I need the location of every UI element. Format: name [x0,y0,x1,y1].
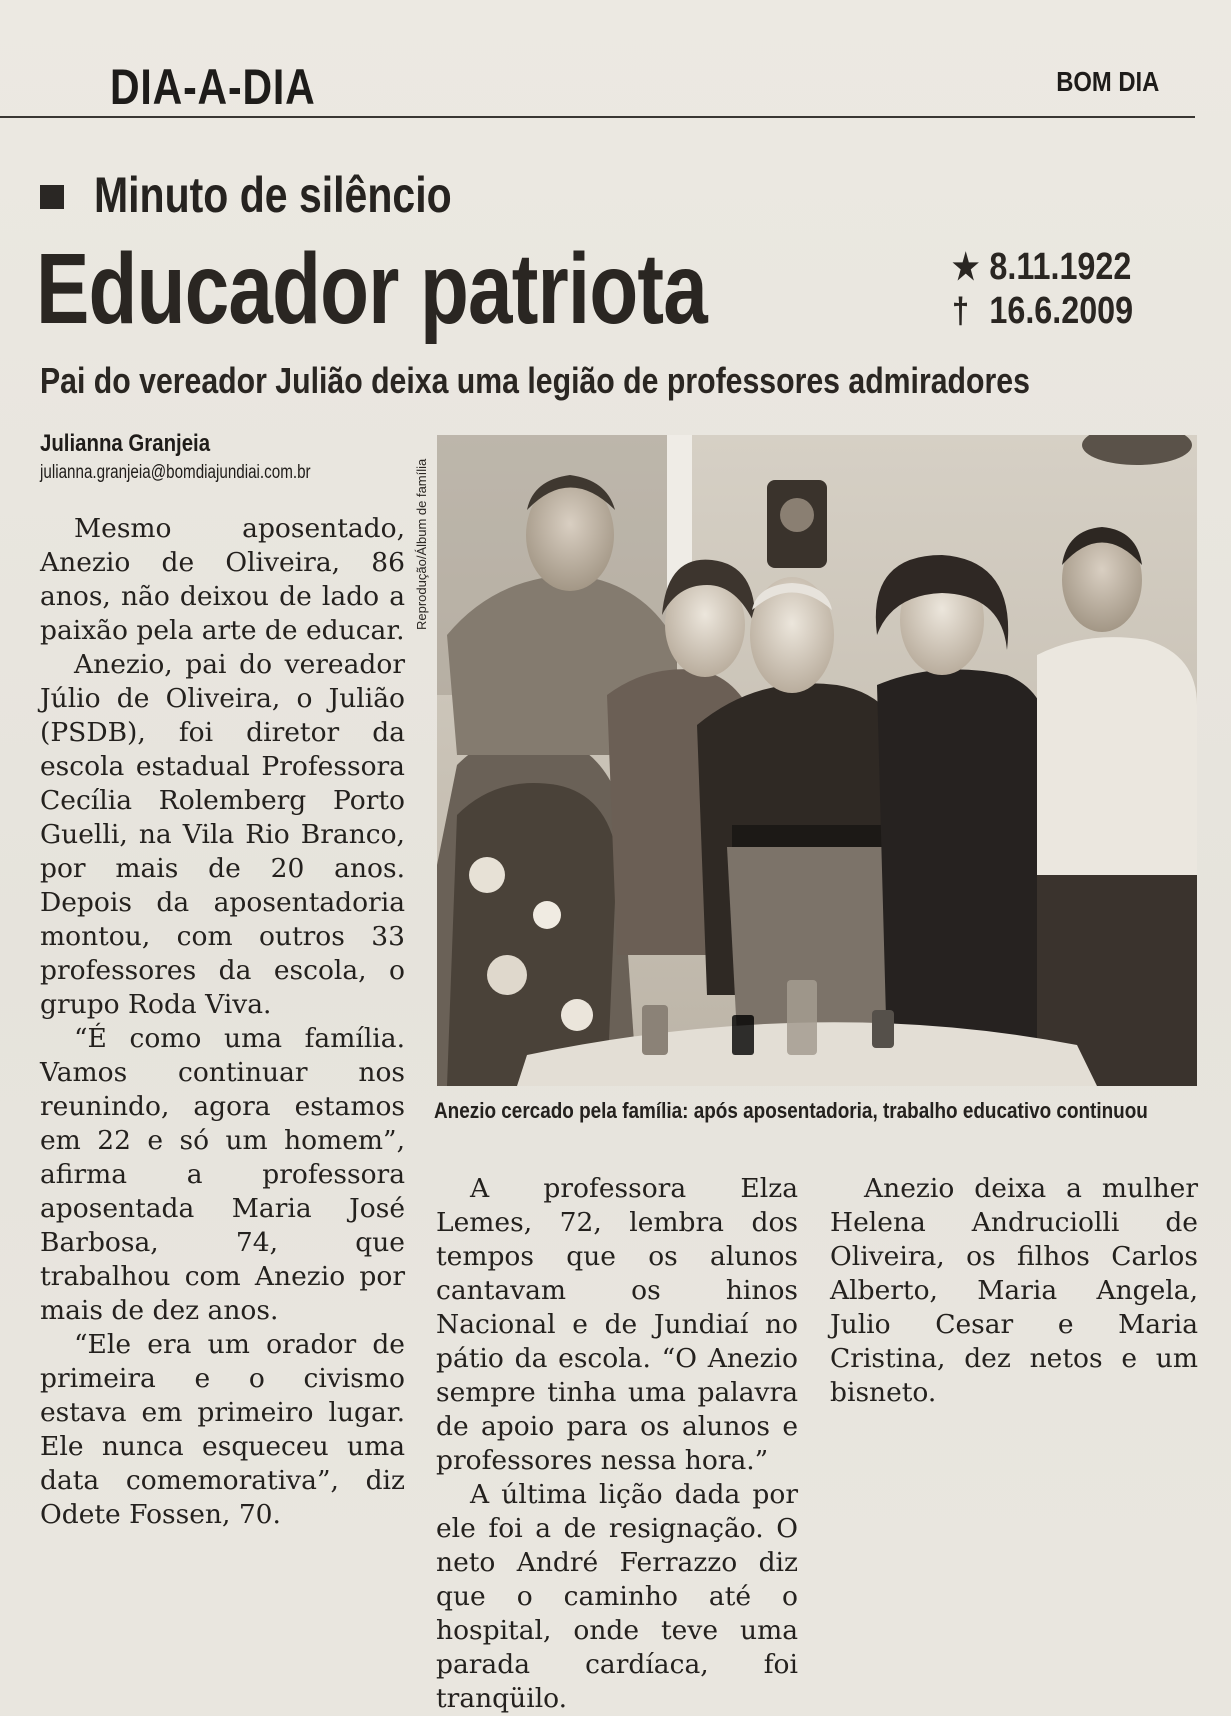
paragraph: Anezio deixa a mulher Helena Andruciolli de Oliveira, os filhos Carlos Alberto, Maria Angela, Julio Cesar e Maria Cristina, dez netos e um bisneto. [830,1173,1198,1408]
death-date: 16.6.2009 [989,289,1134,332]
paragraph: “É como uma família. Vamos continuar nos reunindo, agora estamos em 22 e só um homem”, afirma a professora aposentada Maria José Barbosa, 74, que trabalhou com Anezio por mais de dez anos. [40,1023,405,1326]
star-icon: ★ [952,246,980,287]
death-date-row [952,289,1133,333]
family-photo-image [437,435,1197,1086]
kicker-square-icon [40,185,64,209]
life-dates [952,245,1165,333]
paragraph: “Ele era um orador de primeira e o civismo estava em primeiro lugar. Ele nunca esqueceu uma data comemorativa”, diz Odete Fossen, 70. [40,1329,405,1530]
photo-caption: Anezio cercado pela família: após aposentadoria, trabalho educativo continuou [434,1098,1148,1123]
paragraph: Anezio, pai do vereador Júlio de Oliveira, o Julião (PSDB), foi diretor da escola estadual Professora Cecília Rolemberg Porto Guelli, na Vila Rio Branco, por mais de 20 anos. Depois da aposentadoria montou, com outros 33 professores da escola, o grupo Roda Viva. [40,649,405,1020]
birth-date: 8.11.1922 [989,245,1132,288]
newspaper-name: BOM DIA [1055,66,1159,97]
author-email: julianna.granjeia@bomdiajundiai.com.br [40,462,311,483]
birth-date-row [952,245,1133,289]
paragraph: Mesmo aposentado, Anezio de Oliveira, 86 anos, não deixou de lado a paixão pela arte de educar. [40,513,405,646]
cross-icon: † [952,290,970,331]
header-rule [0,116,1195,118]
kicker [40,166,530,224]
headline: Educador patriota [36,233,707,345]
text-column-3 [830,1172,1198,1410]
kicker-text: Minuto de silêncio [94,167,452,223]
section-label: DIA-A-DIA [110,59,316,115]
family-photo [437,435,1197,1086]
author-name: Julianna Granjeia [40,430,211,457]
photo-credit: Reprodução/Álbum de família [414,458,429,630]
subheadline: Pai do vereador Julião deixa uma legião de professores admiradores [40,360,1030,401]
paragraph: A professora Elza Lemes, 72, lembra dos tempos que os alunos cantavam os hinos Nacional e de Jundiaí no pátio da escola. “O Anezio sempre tinha uma palavra de apoio para os alunos e professores nessa hora.” [436,1173,798,1476]
paragraph: A última lição dada por ele foi a de resignação. O neto André Ferrazzo diz que o caminho até o hospital, onde teve uma parada cardíaca, foi tranqüilo. [436,1479,798,1714]
text-column-2 [436,1172,798,1716]
text-column-1 [40,512,405,1532]
byline [40,430,378,484]
